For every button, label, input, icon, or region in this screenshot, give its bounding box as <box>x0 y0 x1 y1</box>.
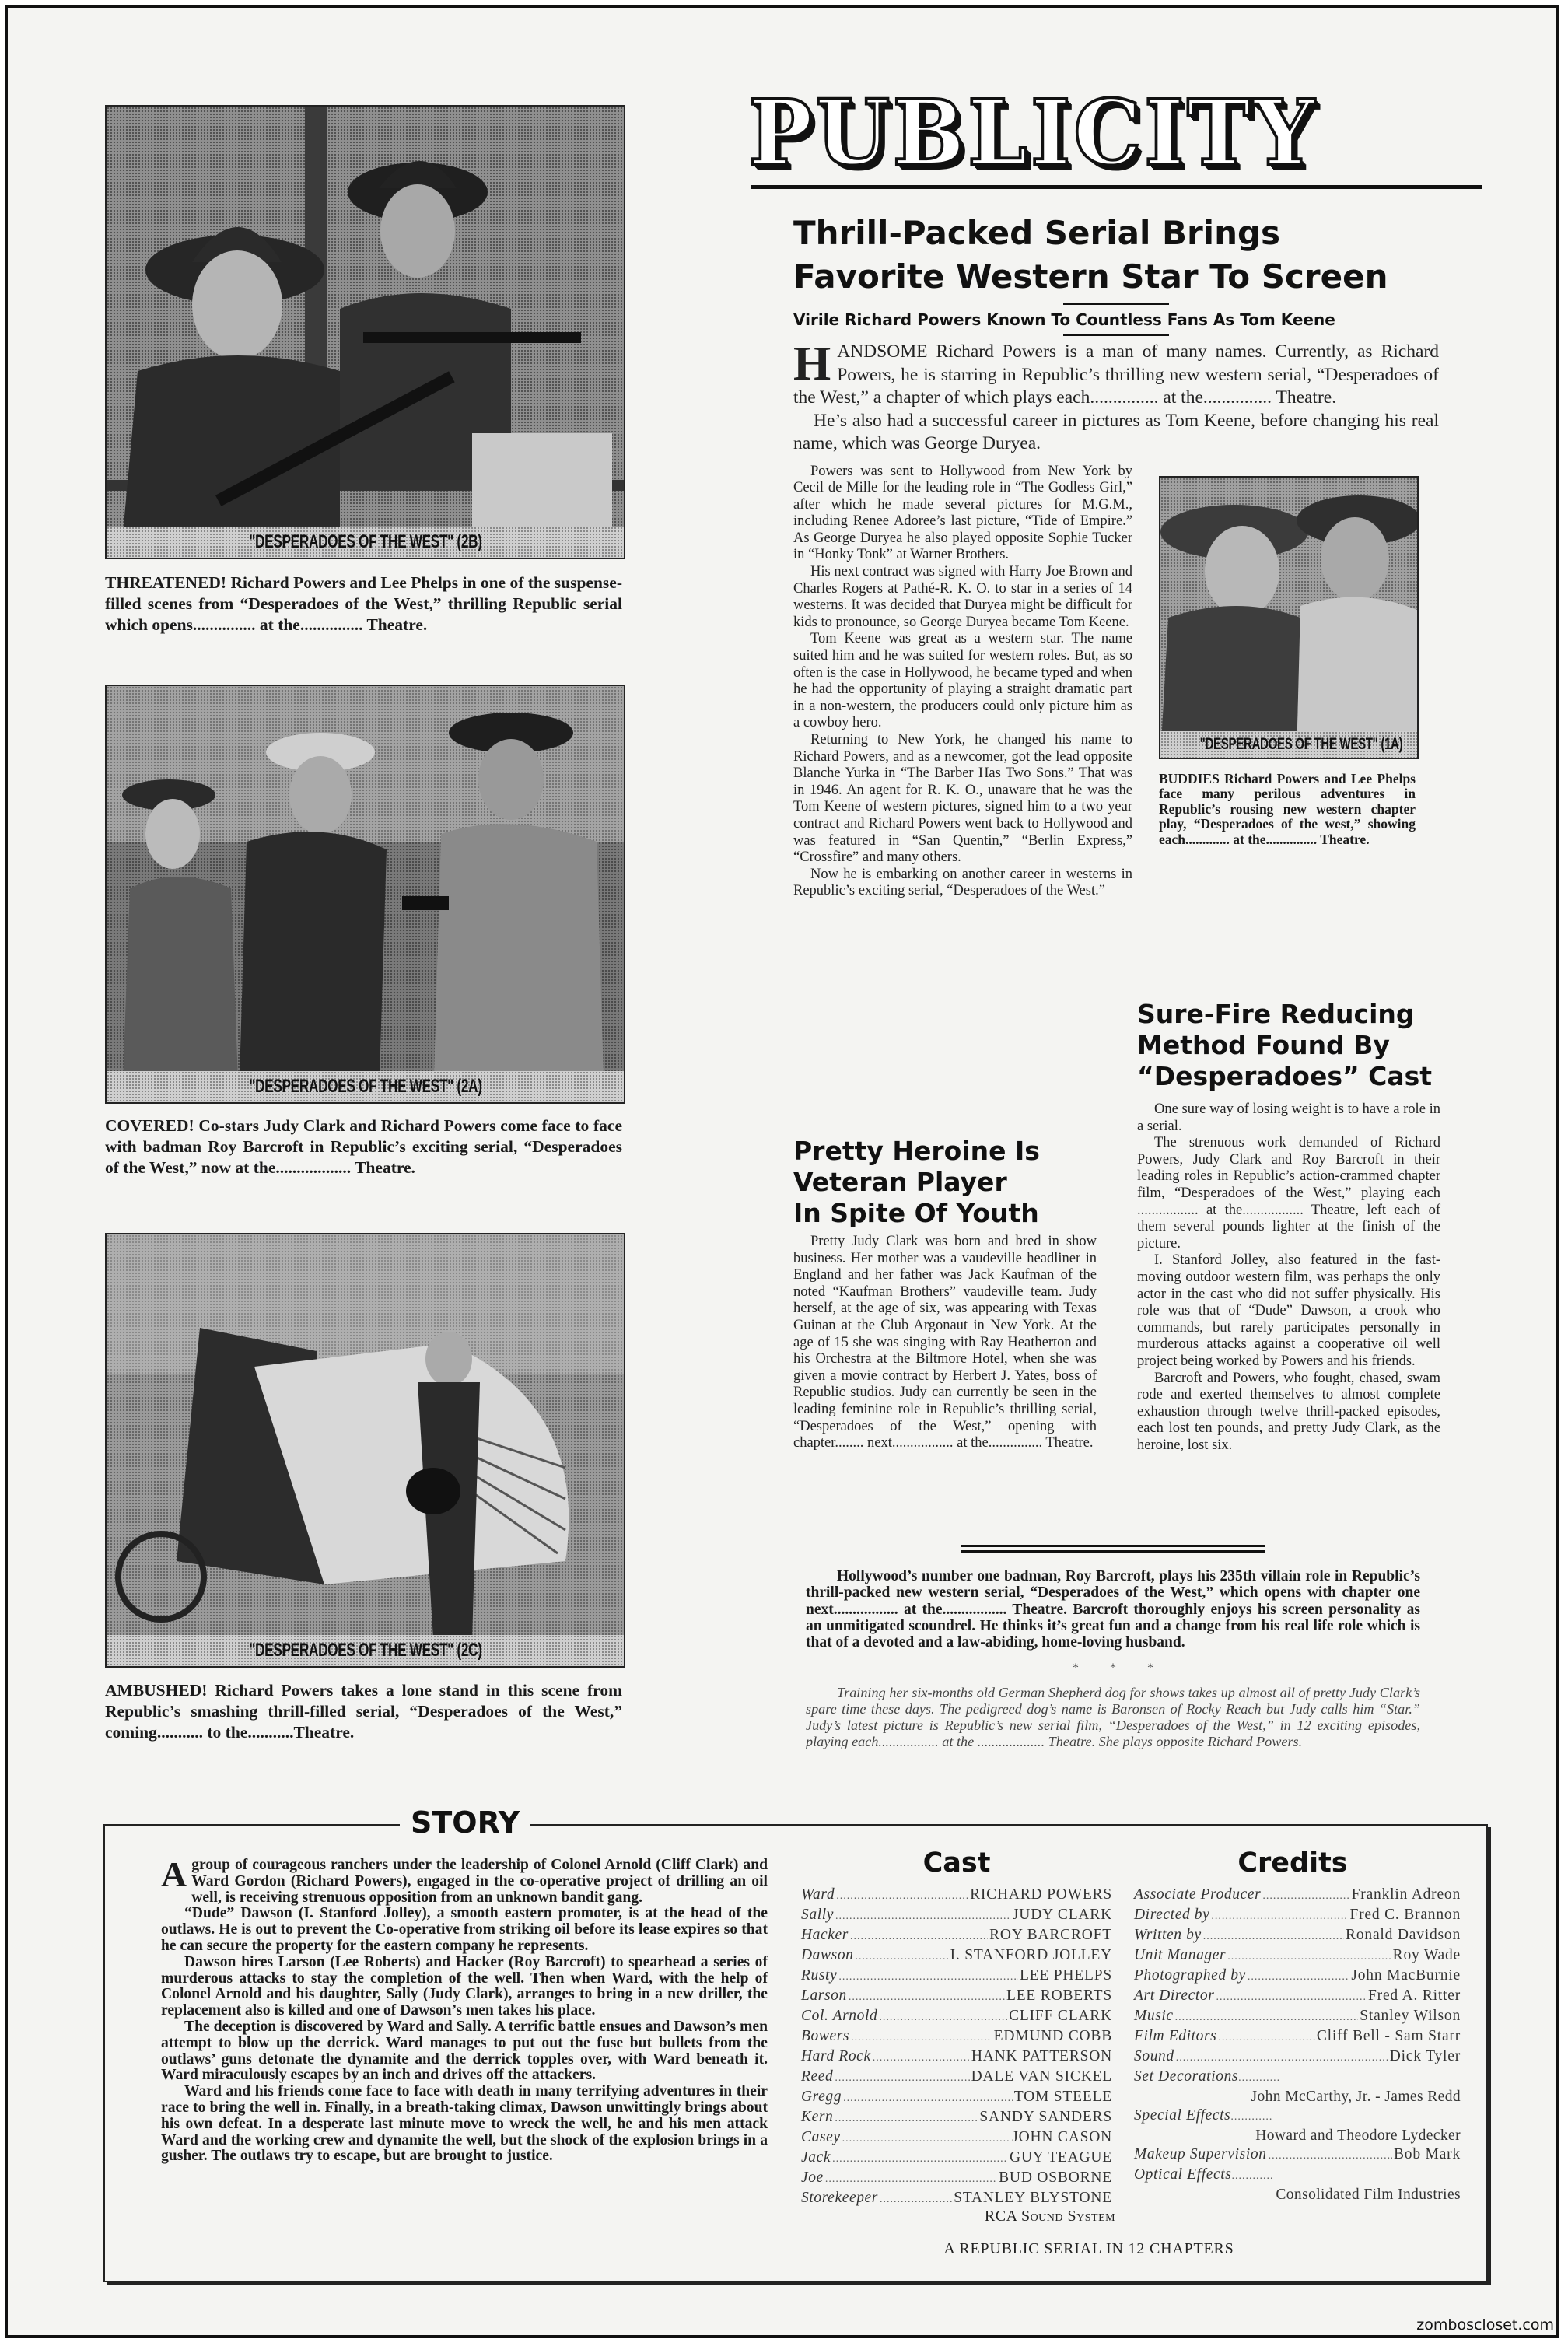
caption-lead: COVERED! <box>105 1116 194 1135</box>
double-rule-bottom <box>961 1550 1265 1553</box>
heroine-article <box>793 1136 1112 1452</box>
credit-role: Sound <box>1134 2048 1174 2064</box>
credit-name: John MacBurnie <box>1351 1967 1461 1984</box>
cast-row <box>801 2189 1112 2209</box>
credit-name: Howard and Theodore Lydecker <box>1255 2127 1461 2144</box>
leader-dots: ............ <box>1230 2111 1273 2123</box>
cast-row <box>801 1987 1112 2007</box>
body-paragraph: Now he is embarking on another career in westerns in Republic’s exciting serial, “Desperadoes of the West.” <box>793 866 1132 899</box>
leader-dots <box>843 2088 1013 2108</box>
leader-dots: ............ <box>1231 2170 1274 2182</box>
leader-dots <box>879 2007 1007 2027</box>
cast-name: TOM STEELE <box>1013 2089 1112 2105</box>
cast-name: I. STANFORD JOLLEY <box>950 1947 1112 1963</box>
publicity-masthead <box>748 84 1481 184</box>
story-body <box>161 1854 768 2165</box>
masthead-rule <box>751 185 1482 189</box>
credit-name: Fred C. Brannon <box>1349 1907 1461 1923</box>
leader-dots <box>1248 1966 1350 1987</box>
photo-2c-label: "DESPERADOES OF THE WEST" (2C) <box>248 1640 482 1661</box>
caption-lead: AMBUSHED! <box>105 1681 208 1700</box>
caption-text: Richard Powers and Lee Phelps face many perilous adventures in Republic’s rousing new western chapter play, “Desperadoes of the west,” showing each............. at the............... Theatre. <box>1159 770 1416 847</box>
credit-role: Optical Effects <box>1134 2166 1232 2183</box>
barcroft-item <box>806 1568 1420 1651</box>
leader-dots <box>1218 2027 1315 2047</box>
credit-role: Film Editors <box>1134 2028 1217 2044</box>
cast-name: GUY TEAGUE <box>1009 2149 1112 2166</box>
leader-dots <box>851 2027 992 2047</box>
cast-role: Kern <box>801 2109 834 2125</box>
credit-row <box>1134 2106 1461 2127</box>
barcroft-paragraph: Hollywood’s number one badman, Roy Barcroft, plays his 235th villain role in Republic’s thrill-packed new western serial, “Desperadoes of the West,” which opens with chapter one next................. at the................. Theatre. Barcroft thoroughly enjoys his screen personality as an unmitigated scoundrel. He thinks it’s great fun and a change from his real life role which is that of a devoted and a law-abiding, home-loving husband. <box>806 1568 1420 1651</box>
leader-dots <box>835 2068 969 2088</box>
photo-1a <box>1159 476 1419 759</box>
photo-2c-image <box>107 1234 624 1666</box>
leader-dots <box>849 1987 1005 2007</box>
cast-list <box>801 1886 1112 2209</box>
photo-1a-image <box>1160 478 1417 758</box>
cast-rows <box>801 1886 1112 2209</box>
photo-1a-caption <box>1159 772 1416 848</box>
credit-role: Written by <box>1134 1927 1202 1943</box>
credit-name: Fred A. Ritter <box>1368 1987 1461 2004</box>
cast-row <box>801 1906 1112 1926</box>
cast-role: Reed <box>801 2068 834 2085</box>
photo-2b-caption <box>105 572 622 636</box>
leader-dots <box>825 2169 997 2189</box>
reducing-body <box>1137 1101 1440 1454</box>
body-paragraph: One sure way of losing weight is to have a role in a serial. <box>1137 1101 1440 1134</box>
body-paragraph: Barcroft and Powers, who fought, chased, swam rode and exerted themselves to almost complete exhaustion through twelve thrill-packed episodes, each lost ten pounds, and pretty Judy Clark, as the heroine, lost six. <box>1137 1370 1440 1453</box>
body-paragraph: The strenuous work demanded of Richard Powers, Judy Clark and Roy Barcroft in their leading roles in Republic’s action-crammed chapter film, “Desperadoes of the West,” playing each ................. at the................. Theatre, left each of them several pounds lighter at the finish of the picture. <box>1137 1135 1440 1252</box>
credit-row <box>1134 2166 1461 2186</box>
cast-role: Gregg <box>801 2089 842 2105</box>
credit-row <box>1134 2027 1461 2047</box>
cast-name: STANLEY BLYSTONE <box>954 2190 1112 2206</box>
cast-row <box>801 2169 1112 2189</box>
leader-dots <box>1203 1926 1344 1946</box>
photo-2a <box>105 685 625 1104</box>
cast-role: Storekeeper <box>801 2190 878 2206</box>
cast-role: Bowers <box>801 2028 850 2044</box>
reducing-headline-line-2: Method Found By <box>1137 1030 1390 1060</box>
cast-row <box>801 2047 1112 2068</box>
leader-dots <box>1269 2145 1392 2166</box>
cast-role: Larson <box>801 1987 847 2004</box>
leader-dots <box>836 1886 968 1906</box>
photo-1a-label: "DESPERADOES OF THE WEST" (1A) <box>1199 734 1403 753</box>
separator-stars: * * * <box>1073 1661 1153 1675</box>
cast-role: Hard Rock <box>801 2048 871 2064</box>
caption-lead: THREATENED! <box>105 573 227 592</box>
cast-name: EDMUND COBB <box>993 2028 1112 2044</box>
main-headline-line-2: Favorite Western Star To Screen <box>793 257 1388 296</box>
credit-row <box>1134 2007 1461 2027</box>
lead-paragraph-2: He’s also had a successful career in pictures as Tom Keene, before changing his real name, which was George Duryea. <box>793 410 1439 453</box>
dog-paragraph: Training her six-months old German Shepherd dog for shows takes up almost all of pretty Judy Clark’s spare time these days. The pedigreed dog’s name is Baronsen of Rocky Reach but Judy calls him “Star.” Judy’s latest picture is Republic’s new serial film, “Desperadoes of the West,” in 12 exciting episodes, playing each................. at the ................... Theatre. She plays opposite Richard Powers. <box>806 1685 1420 1749</box>
drop-cap: A <box>161 1854 187 1894</box>
heroine-headline-line-2: Veteran Player <box>793 1167 1007 1197</box>
credit-row <box>1134 2068 1461 2088</box>
credit-row <box>1134 1966 1461 1987</box>
cast-row <box>801 2007 1112 2027</box>
credit-row <box>1134 1987 1461 2007</box>
story-paragraph: “Dude” Dawson (I. Stanford Jolley), a smooth eastern promoter, is at the head of the outlaws. He is out to prevent the Co-operative from striking oil before its lease expires so that he can secure the property for the eastern company he represents. <box>161 1905 768 1954</box>
main-headline-line-1: Thrill-Packed Serial Brings <box>793 214 1281 252</box>
main-lower <box>793 464 1439 900</box>
rca-sound-system: RCA Sound System <box>984 2208 1116 2225</box>
leader-dots <box>850 1926 988 1946</box>
dog-item <box>806 1685 1420 1749</box>
photo-1a-block <box>1151 464 1423 900</box>
credit-name: Cliff Bell - Sam Starr <box>1316 2028 1461 2044</box>
subhead-rule-bottom <box>1063 334 1169 336</box>
photo-2a-image <box>107 686 624 1102</box>
leader-dots <box>1176 2047 1388 2068</box>
credit-role: Photographed by <box>1134 1967 1246 1984</box>
cast-name: ROY BARCROFT <box>989 1927 1112 1943</box>
photo-2b-label-strip <box>107 527 624 558</box>
cast-role: Dawson <box>801 1947 854 1963</box>
cast-role: Rusty <box>801 1967 838 1984</box>
main-headline <box>793 212 1439 299</box>
cast-role: Hacker <box>801 1927 849 1943</box>
credit-name: Stanley Wilson <box>1360 2008 1461 2024</box>
heroine-headline <box>793 1136 1112 1229</box>
leader-dots <box>1175 2007 1359 2027</box>
credit-role: Makeup Supervision <box>1134 2146 1267 2162</box>
photo-2b-image <box>107 107 624 558</box>
lead-paragraph-1: ANDSOME Richard Powers is a man of many names. Currently, as Richard Powers, he is starring in Republic’s thrilling new western serial, “Desperadoes of the West,” a chapter of which plays each............... at the............... Theatre. <box>793 341 1439 408</box>
watermark: zomboscloset.com <box>1416 2316 1554 2334</box>
heroine-headline-line-3: In Spite Of Youth <box>793 1198 1039 1228</box>
photo-2a-label-strip <box>107 1071 624 1102</box>
main-subhead: Virile Richard Powers Known To Countless Fans As Tom Keene <box>793 310 1335 329</box>
caption-text: Richard Powers and Lee Phelps in one of the suspense-filled scenes from “Desperadoes of the West,” thrilling Republic serial which opens............... at the............... Theatre. <box>105 573 622 634</box>
credit-row <box>1134 1886 1461 1906</box>
leader-dots <box>842 2128 1011 2148</box>
double-rule-top <box>961 1545 1265 1547</box>
cast-name: RICHARD POWERS <box>970 1886 1112 1903</box>
main-article <box>793 212 1439 900</box>
credit-name: Bob Mark <box>1393 2146 1461 2162</box>
cast-role: Ward <box>801 1886 835 1903</box>
story-title: STORY <box>400 1803 530 1842</box>
leader-dots <box>1211 1906 1348 1926</box>
cast-name: DALE VAN SICKEL <box>971 2068 1112 2085</box>
photo-2c-caption <box>105 1680 622 1743</box>
caption-text: Richard Powers takes a lone stand in this scene from Republic’s smashing thrill-filled serial, “Desperadoes of the West,” coming........... to the...........Theatre. <box>105 1681 622 1742</box>
cast-title: Cast <box>922 1847 991 1879</box>
leader-dots <box>873 2047 970 2068</box>
credit-row <box>1134 1906 1461 1926</box>
heroine-body <box>793 1234 1097 1452</box>
drop-cap: H <box>793 338 831 390</box>
cast-row <box>801 2108 1112 2128</box>
credit-row <box>1134 2145 1461 2166</box>
credits-title: Credits <box>1237 1847 1348 1879</box>
photo-2b <box>105 105 625 559</box>
photo-1a-label-strip <box>1160 731 1417 758</box>
cast-name: LEE ROBERTS <box>1006 1987 1112 2004</box>
leader-dots <box>838 1966 1018 1987</box>
credit-row <box>1134 1946 1461 1966</box>
leader-dots <box>832 2148 1008 2169</box>
cast-name: JUDY CLARK <box>1012 1907 1112 1923</box>
credit-role: Special Effects <box>1134 2107 1231 2124</box>
republic-serial-line: A REPUBLIC SERIAL IN 12 CHAPTERS <box>943 2240 1234 2257</box>
leader-dots <box>880 2189 952 2209</box>
caption-text: Co-stars Judy Clark and Richard Powers come face to face with badman Roy Barcroft in Republic’s exciting serial, “Desperadoes of the West,” now at the.................. Theatre. <box>105 1116 622 1177</box>
story-paragraph-1: group of courageous ranchers under the leadership of Colonel Arnold (Cliff Clark) and Ward Gordon (Richard Powers), engaged in the co-operative project of drilling an oil well, is receiving strenuous opposition from an unknown bandit gang. <box>191 1857 768 1906</box>
credit-name: John McCarthy, Jr. - James Redd <box>1251 2089 1461 2105</box>
cast-role: Col. Arnold <box>801 2008 878 2024</box>
leader-dots <box>1227 1946 1391 1966</box>
body-paragraph: I. Stanford Jolley, also featured in the fast-moving outdoor western film, was perhaps the only actor in the cast who did not suffer physically. His role was that of “Dude” Dawson, a crook who commands, but rarely participates personally in murderous attacks against a cooperative oil well project being worked by Powers and his friends. <box>1137 1252 1440 1369</box>
cast-row <box>801 2088 1112 2108</box>
photo-2a-label: "DESPERADOES OF THE WEST" (2A) <box>248 1076 482 1097</box>
credit-name: Roy Wade <box>1392 1947 1461 1963</box>
credit-rows <box>1134 1886 1461 2068</box>
cast-name: CLIFF CLARK <box>1009 2008 1112 2024</box>
cast-role: Jack <box>801 2149 831 2166</box>
cast-row <box>801 2027 1112 2047</box>
cast-role: Casey <box>801 2129 841 2145</box>
body-paragraph: Pretty Judy Clark was born and bred in show business. Her mother was a vaudeville headliner in England and her father was Jack Kaufman of the noted “Kaufman Brothers” vaudeville team. Judy herself, at the age of six, was appearing with Texas Guinan at the Club Argonaut in New York. At the age of 15 she was singing with Ray Heatherton and his Orchestra at the Biltmore Hotel, when she was given a movie contract by Herbert J. Yates, boss of Republic studios. Judy can currently be seen in the leading feminine role in Republic’s thrilling serial, “Desperadoes of the West,” opening with chapter........ next................. at the............... Theatre. <box>793 1234 1097 1451</box>
credit-name: Dick Tyler <box>1389 2048 1461 2064</box>
photo-2b-label: "DESPERADOES OF THE WEST" (2B) <box>248 531 482 552</box>
cast-name: LEE PHELPS <box>1019 1967 1112 1984</box>
body-paragraph: His next contract was signed with Harry Joe Brown and Charles Rogers at Pathé-R. K. O. to star in a series of 14 westerns. It was decided that Duryea might be difficult for kids to pronounce, so George Duryea became Tom Keene. <box>793 564 1132 630</box>
cast-row <box>801 2068 1112 2088</box>
cast-row <box>801 1926 1112 1946</box>
cast-row <box>801 1946 1112 1966</box>
reducing-article <box>1137 999 1444 1454</box>
cast-row <box>801 1886 1112 1906</box>
leader-dots <box>835 1906 1011 1926</box>
credit-name: Ronald Davidson <box>1346 1927 1461 1943</box>
credit-role: Set Decorations <box>1134 2068 1239 2085</box>
main-lead <box>793 338 1439 456</box>
leader-dots <box>1262 1886 1349 1906</box>
cast-row <box>801 2148 1112 2169</box>
leader-dots <box>856 1946 949 1966</box>
cast-role: Sally <box>801 1907 834 1923</box>
credit-row <box>1134 1926 1461 1946</box>
cast-name: HANK PATTERSON <box>971 2048 1112 2064</box>
cast-row <box>801 2128 1112 2148</box>
cast-row <box>801 1966 1112 1987</box>
leader-dots <box>1216 1987 1367 2007</box>
body-paragraph: Powers was sent to Hollywood from New York by Cecil de Mille for the leading role in “The Godless Girl,” after which he made several pictures for M.G.M., including Renee Adoree’s last picture, “Tide of Empire.” As George Duryea he also played opposite Sophie Tucker in “Honky Tonk” at Warner Brothers. <box>793 463 1132 563</box>
story-paragraph: The deception is discovered by Ward and Sally. A terrific battle ensues and Dawson’s men attempt to blow up the derrick. Ward manages to put out the fuse but bullets from the outlaws’ guns detonate the dynamite and the derrick topples over, with Ward beneath it. Ward miraculously escapes by an inch and drives off the attackers. <box>161 2018 768 2084</box>
photo-2c-label-strip <box>107 1635 624 1666</box>
credit-row <box>1134 2047 1461 2068</box>
credit-name: Franklin Adreon <box>1351 1886 1461 1903</box>
cast-name: JOHN CASON <box>1012 2129 1112 2145</box>
cast-name: SANDY SANDERS <box>979 2109 1112 2125</box>
photo-2a-caption <box>105 1115 622 1178</box>
reducing-headline-line-3: “Desperadoes” Cast <box>1137 1061 1433 1091</box>
photo-2c <box>105 1233 625 1668</box>
leader-dots <box>835 2108 978 2128</box>
body-paragraph: Returning to New York, he changed his name to Richard Powers, and as a newcomer, got the lead opposite Blanche Yurka in “The Barber Has Two Sons.” That was in 1946. An agent for R. K. O., unaware that he was the Tom Keene of western pictures, signed him to a two year contract and Richard Powers went back to Hollywood and was featured in “San Quentin,” “Berlin Express,” “Crossfire” and many others. <box>793 732 1132 866</box>
credit-role: Unit Manager <box>1134 1947 1227 1963</box>
cast-role: Joe <box>801 2169 824 2186</box>
caption-lead: BUDDIES <box>1159 770 1220 786</box>
story-paragraph: Dawson hires Larson (Lee Roberts) and Hacker (Roy Barcroft) to spearhead a series of murderous attacks to stay the completion of the well. Then when Ward, with the help of Colonel Arnold and his daughter, Sally (Judy Clark), arranges to bring in a new driller, the replacement also is killed and one of Dawson’s men takes his place. <box>161 1953 768 2019</box>
publicity-title: PUBLICITY <box>748 84 1318 184</box>
credit-role: Music <box>1134 2008 1174 2024</box>
credits-list <box>1134 1886 1461 2204</box>
short-items <box>806 1545 1420 1750</box>
reducing-headline-line-1: Sure-Fire Reducing <box>1137 999 1415 1029</box>
credit-role: Art Director <box>1134 1987 1215 2004</box>
reducing-headline <box>1137 999 1444 1092</box>
main-body <box>793 464 1132 900</box>
credit-role: Directed by <box>1134 1907 1210 1923</box>
leader-dots: ............ <box>1238 2072 1281 2084</box>
story-paragraph: Ward and his friends come face to face with death in many terrifying adventures in their race to bring the well in. Finally, in a breath-taking climax, Dawson unwittingly brings about his own defeat. In a desperate last minute move to wreck the well, he and his men attack Ward and the working crew and dynamite the well, but the shock of the explosion brings in a gusher. The outlaws try to escape, but are brought to justice. <box>161 2083 768 2165</box>
body-paragraph: Tom Keene was great as a western star. The name suited him and he was suited for western roles. But, as so often is the case in Hollywood, he became typed and when he had the opportunity of playing a straight dramatic part in a non-western, the producers could only picture him as a cowboy hero. <box>793 631 1132 731</box>
heroine-headline-line-1: Pretty Heroine Is <box>793 1136 1040 1166</box>
cast-name: BUD OSBORNE <box>999 2169 1112 2186</box>
credit-role: Associate Producer <box>1134 1886 1262 1903</box>
subhead-rule-top <box>1063 303 1169 305</box>
credit-name: Consolidated Film Industries <box>1276 2187 1461 2203</box>
